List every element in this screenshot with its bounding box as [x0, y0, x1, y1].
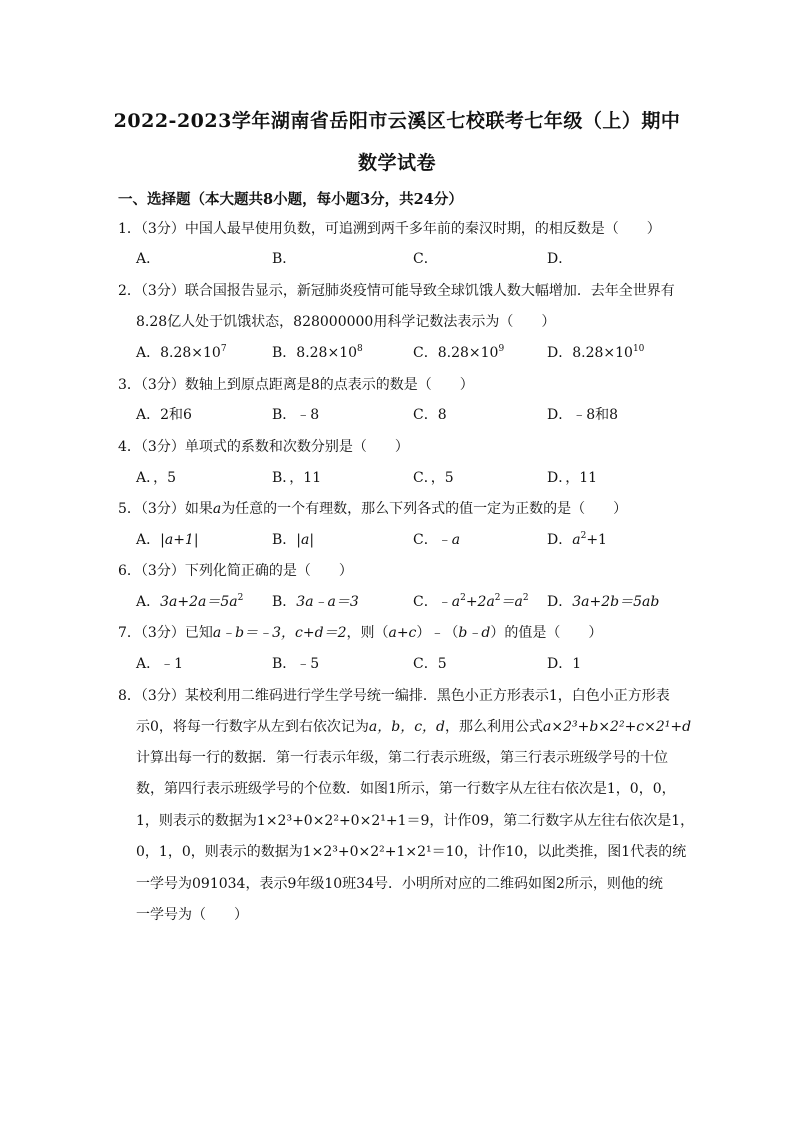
option-c: C．，5 — [413, 470, 454, 486]
option-b: B．3a﹣a＝3 — [272, 594, 359, 610]
question-8-line5: 1，则表示的数据为1×2³+0×2²+0×2¹+1＝9，计作09，第二行数字从左往右依次是1， — [136, 813, 695, 829]
option-b: B．|a| — [272, 532, 315, 548]
option-d: D．3a+2b＝5ab — [547, 594, 660, 610]
option-c: C．$8.28\times 10^9$ — [413, 344, 505, 361]
option-d: D．$a^2+1$ — [547, 531, 607, 548]
option-d: D．1 — [547, 656, 582, 672]
option-a: A．$3a+2a=5a^2$ — [136, 593, 244, 610]
question-3: 3．（3分）数轴上到原点距离是8的点表示的数是（ ） — [118, 377, 474, 393]
option-c: C．5 — [413, 656, 447, 672]
question-8-line6: 0，1，0，则表示的数据为1×2³+0×2²+1×2¹＝10，计作10，以此类推，图1代表的统 — [136, 844, 687, 860]
question-4: 4．（3分）单项式的系数和次数分别是（ ） — [118, 439, 409, 455]
option-a: A．|a+1| — [136, 532, 199, 548]
option-b: B．﹣5 — [272, 656, 320, 672]
question-3-options — [136, 404, 696, 424]
option-b: B． — [272, 251, 297, 267]
question-5: 5．（3分）如果a为任意的一个有理数，那么下列各式的值一定为正数的是（ ） — [118, 501, 628, 517]
option-a: A．﹣1 — [136, 656, 184, 672]
question-2-line2: 8.28亿人处于饥饿状态，828000000用科学记数法表示为（ ） — [136, 314, 556, 330]
option-b: B．$8.28\times 10^8$ — [272, 344, 363, 361]
option-b: B．，11 — [272, 470, 322, 486]
question-1-options — [136, 248, 696, 268]
option-c: C．8 — [413, 407, 447, 423]
option-c: C． — [413, 251, 438, 267]
option-d: D．﹣8和8 — [547, 407, 619, 423]
option-c: C．﹣a — [413, 532, 461, 548]
page-title-line1: 2022-2023学年湖南省岳阳市云溪区七校联考七年级（上）期中 — [113, 110, 681, 132]
question-5-options — [136, 529, 696, 549]
page-title-line2: 数学试卷 — [357, 152, 436, 174]
option-a: A．$8.28\times 10^7$ — [136, 344, 227, 361]
question-8-line4: 数，第四行表示班级学号的个位数．如图1所示，第一行数字从左往右依次是1，0，0， — [136, 781, 676, 797]
option-d: D． — [547, 251, 573, 267]
question-8-line3: 计算出每一行的数据．第一行表示年级，第二行表示班级，第三行表示班级学号的十位 — [136, 750, 668, 766]
option-a: A．，5 — [136, 470, 177, 486]
option-b: B．﹣8 — [272, 407, 320, 423]
question-7-options — [136, 653, 696, 673]
section-heading: 一、选择题（本大题共8小题，每小题3分，共24分） — [118, 191, 463, 208]
question-8-line7: 一学号为091034，表示9年级10班34号．小明所对应的二维码如图2所示，则他的统 — [136, 876, 663, 892]
question-4-options — [136, 467, 696, 487]
option-c: C．$﹣a^2+2a^2=a^2$ — [413, 593, 529, 610]
option-a: A． — [136, 251, 161, 267]
question-8-line2: 示0，将每一行数字从左到右依次记为a，b，c，d，那么利用公式a×2³+b×2²+c×2¹+d — [136, 719, 692, 735]
question-6: 6．（3分）下列化简正确的是（ ） — [118, 563, 353, 579]
question-8-line8: 一学号为（ ） — [136, 907, 248, 923]
question-6-options — [136, 591, 696, 611]
question-7: 7．（3分）已知a﹣b＝﹣3，c+d＝2，则（a+c）﹣（b﹣d）的值是（ ） — [118, 625, 603, 641]
question-2-line1: 2．（3分）联合国报告显示，新冠肺炎疫情可能导致全球饥饿人数大幅增加．去年全世界有 — [118, 283, 675, 299]
option-d: D．$8.28\times 10^{10}$ — [547, 344, 645, 361]
question-2-options — [136, 342, 696, 362]
option-d: D．，11 — [547, 470, 598, 486]
question-8-line1: 8．（3分）某校利用二维码进行学生学号统一编排．黑色小正方形表示1，白色小正方形表 — [118, 688, 670, 704]
option-a: A．2和6 — [136, 407, 192, 423]
question-1: 1．（3分）中国人最早使用负数，可追溯到两千多年前的秦汉时期，的相反数是（ ） — [118, 221, 661, 237]
